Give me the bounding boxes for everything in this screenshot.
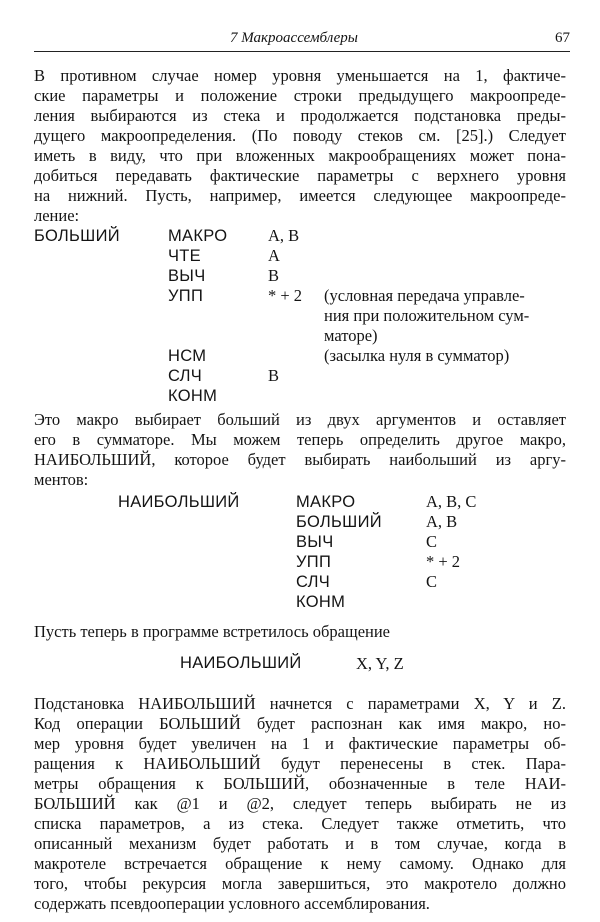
text-line: описанный механизм будет работать и в том случае, когда в	[34, 834, 566, 853]
text-line: на нижний. Пусть, например, имеется следующее макроопреде-	[34, 186, 566, 205]
code-comment: маторе)	[324, 326, 378, 345]
text-line: дущего макроопределения. (По поводу стеков см. [25].) Следует	[34, 126, 566, 145]
header-rule	[34, 51, 570, 52]
code-row	[34, 366, 566, 386]
code-op: ВЫЧ	[296, 533, 334, 551]
code-row	[34, 266, 566, 286]
text-line: БОЛЬШИЙ как @1 и @2, следует теперь выбирать не из	[34, 794, 566, 813]
paragraph-3	[34, 622, 566, 642]
text-line: его в сумматоре. Мы можем теперь определить другое макро,	[34, 430, 566, 449]
text-line: добиться передавать фактические параметры с верхнего уровня	[34, 166, 566, 185]
text-line: иметь в виду, что при вложенных макрообращениях может пона-	[34, 146, 566, 165]
page-number: 67	[555, 30, 570, 46]
code-args: B	[268, 366, 280, 385]
code-args: A, B	[426, 512, 458, 531]
code-row	[34, 286, 566, 306]
code-op: ВЫЧ	[168, 267, 206, 285]
chapter-title: 7 Макроассемблеры	[230, 30, 358, 46]
text-line: макротеле встречается обращение к нему самому. Однако для	[34, 854, 566, 873]
code-op: СЛЧ	[296, 573, 331, 591]
code-comment: (засылка нуля в сумматор)	[324, 346, 510, 365]
code-args: B	[268, 266, 280, 285]
code-args: * + 2	[426, 552, 461, 571]
code-args: C	[426, 532, 438, 551]
code-row	[118, 532, 538, 552]
code-op: НСМ	[168, 347, 207, 365]
text-line: содержать псевдооперации условного ассемблирования.	[34, 894, 430, 913]
code-row	[118, 552, 538, 572]
running-header	[34, 30, 570, 50]
code-args: A, B, C	[426, 492, 477, 511]
macro-definition-bolshiy	[34, 226, 566, 406]
code-comment: ния при положительном сум-	[324, 306, 530, 325]
code-op: УПП	[168, 287, 204, 305]
text-line: Подстановка НАИБОЛЬШИЙ начнется с параметрами X, Y и Z.	[34, 694, 566, 713]
code-comment: (условная передача управле-	[324, 286, 525, 305]
call-name: НАИБОЛЬШИЙ	[180, 654, 302, 672]
code-row	[118, 592, 538, 612]
paragraph-4	[34, 694, 566, 914]
code-args: C	[426, 572, 438, 591]
text-line: Это макро выбирает больший из двух аргументов и оставляет	[34, 410, 566, 429]
code-row	[118, 572, 538, 592]
text-line: метры обращения к БОЛЬШИЙ, обозначенные в теле НАИ-	[34, 774, 566, 793]
code-row	[118, 492, 538, 512]
code-label: НАИБОЛЬШИЙ	[118, 493, 240, 511]
code-op: МАКРО	[168, 227, 228, 245]
text-line: ление:	[34, 206, 80, 225]
text-line: ления выбираются из стека и продолжается подстановка преды-	[34, 106, 566, 125]
text-line: НАИБОЛЬШИЙ, которое будет выбирать наибольший из аргу-	[34, 450, 566, 469]
text-line: Код операции БОЛЬШИЙ будет распознан как имя макро, но-	[34, 714, 566, 733]
text-line: мер уровня будет увеличен на 1 и фактические параметры об-	[34, 734, 566, 753]
code-row	[34, 346, 566, 366]
code-op: КОНМ	[296, 593, 346, 611]
code-op: ЧТЕ	[168, 247, 201, 265]
code-label: БОЛЬШИЙ	[34, 227, 120, 245]
code-op: УПП	[296, 553, 332, 571]
code-op: СЛЧ	[168, 367, 203, 385]
text-line: Пусть теперь в программе встретилось обращение	[34, 622, 390, 641]
code-op: КОНМ	[168, 387, 218, 405]
code-op: БОЛЬШИЙ	[296, 513, 382, 531]
code-row	[34, 326, 566, 346]
text-line: ментов:	[34, 470, 89, 489]
text-line: того, чтобы рекурсия могла завершиться, это макротело должно	[34, 874, 566, 893]
code-row	[34, 386, 566, 406]
code-row	[34, 246, 566, 266]
call-args: X, Y, Z	[356, 654, 404, 673]
code-row	[118, 512, 538, 532]
code-args: * + 2	[268, 286, 303, 305]
code-row	[34, 226, 566, 246]
text-line: ские параметры и положение строки предыдущего макроопреде-	[34, 86, 566, 105]
macro-definition-naibolshiy	[118, 492, 538, 612]
macro-call	[0, 654, 600, 676]
text-line: В противном случае номер уровня уменьшается на 1, фактиче-	[34, 66, 566, 85]
code-args: A	[268, 246, 280, 265]
text-line: списка параметров, а из стека. Следует также отметить, что	[34, 814, 566, 833]
code-row	[34, 306, 566, 326]
paragraph-1	[34, 66, 566, 226]
code-op: МАКРО	[296, 493, 356, 511]
paragraph-2	[34, 410, 566, 490]
code-args: A, B	[268, 226, 300, 245]
text-line: ращения к НАИБОЛЬШИЙ будут перенесены в стек. Пара-	[34, 754, 566, 773]
